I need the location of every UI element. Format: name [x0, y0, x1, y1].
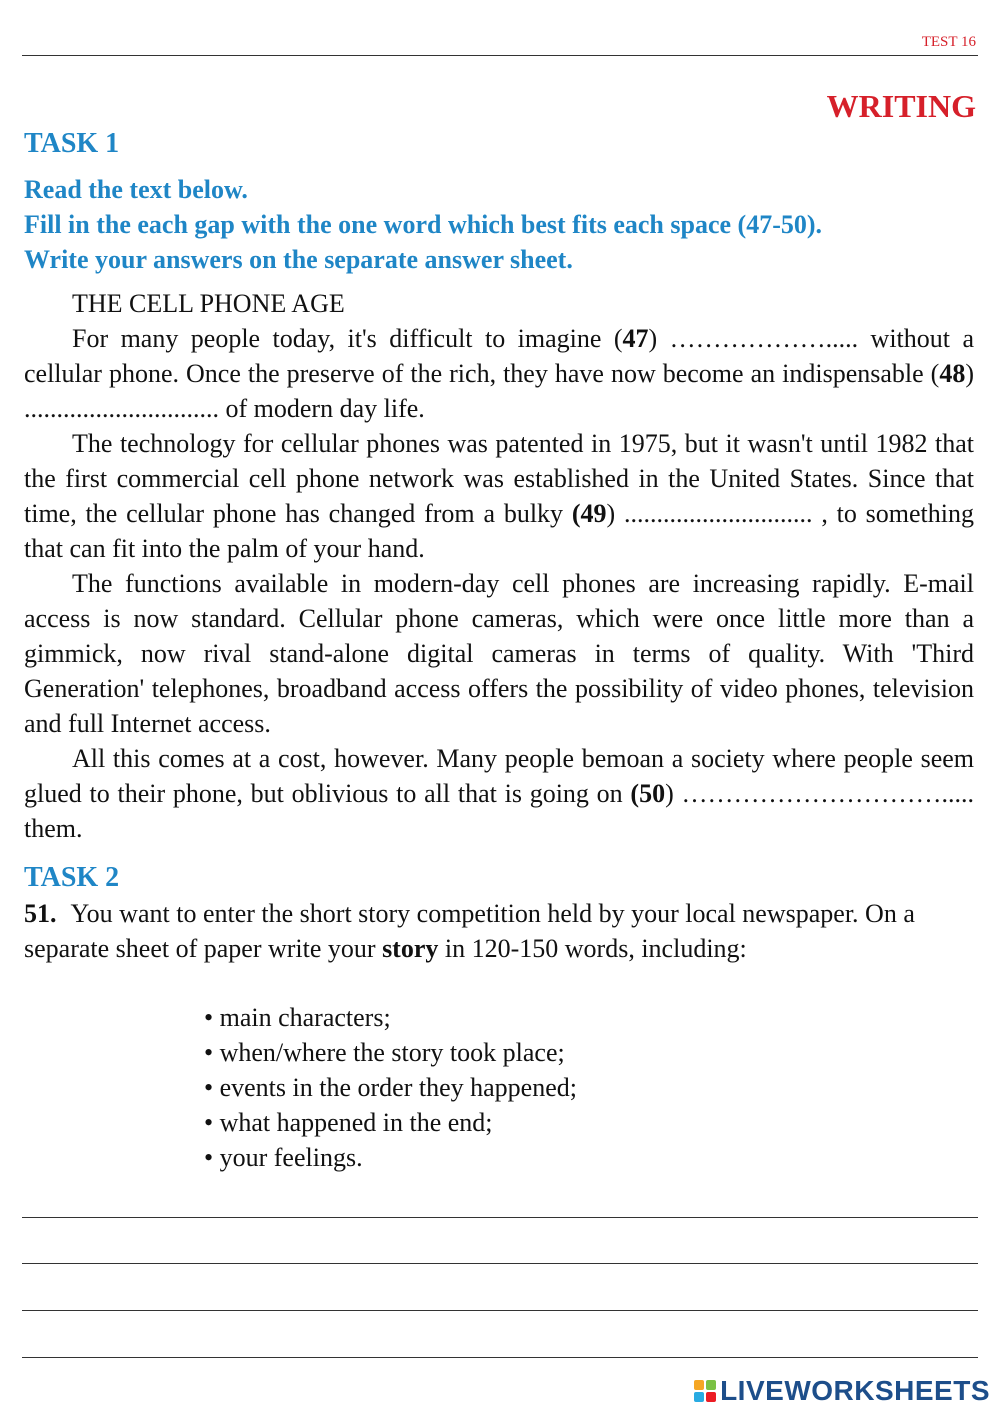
section-title: WRITING: [826, 88, 976, 124]
list-item: • events in the order they happened;: [204, 1073, 577, 1102]
writing-line: [22, 1217, 978, 1218]
list-item: • main characters;: [204, 1003, 391, 1032]
logo-square: [706, 1380, 716, 1390]
gap-number-49: (49: [571, 499, 607, 528]
writing-line: [22, 1357, 978, 1358]
liveworksheets-logo: [694, 1374, 990, 1408]
logo-text: LIVEWORKSHEETS: [720, 1375, 990, 1406]
text-span: ) …………………………..... them.: [24, 779, 974, 843]
emphasis-story: story: [382, 934, 439, 963]
test-label: TEST 16: [921, 34, 976, 50]
task2-title: TASK 2: [24, 862, 120, 893]
question-number: 51.: [24, 899, 57, 928]
logo-square: [694, 1392, 704, 1402]
text-span: For many people today, it's difficult to imagine (: [72, 324, 623, 353]
writing-line: [22, 1263, 978, 1264]
text-span: The technology for cellular phones was patented in 1975, but it wasn't until 1982 that the first commercial cell phone network was established in the United States. Since that time, the cellular phone has changed from a bulky: [24, 429, 974, 528]
gap-number-47: 47: [622, 324, 649, 353]
logo-square: [694, 1380, 704, 1390]
list-item: • what happened in the end;: [204, 1108, 493, 1137]
gap-number-48: 48: [939, 359, 966, 388]
instruction-line: Read the text below.: [24, 175, 248, 204]
list-item: • your feelings.: [204, 1143, 363, 1172]
text-span: ) ………………..... without a cellular phone. Once the preserve of the rich, they have now become an indispensable (: [24, 324, 974, 388]
task1-title: TASK 1: [24, 128, 120, 159]
passage-paragraph-1: [24, 321, 974, 426]
text-span: All this comes at a cost, however. Many people bemoan a society where people seem glued to their phone, but oblivious to all that is going on: [24, 744, 974, 808]
gap-number-50: (50: [630, 779, 666, 808]
instruction-line: Fill in the each gap with the one word which best fits each space (47-50).: [24, 210, 823, 239]
passage-paragraph-4: [24, 741, 974, 846]
text-span: You want to enter the short story competition held by your local newspaper. On a separate sheet of paper write your: [24, 899, 915, 963]
text-span: ) ............................. , to something that can fit into the palm of your hand.: [24, 499, 974, 563]
requirements-list: [204, 1000, 577, 1175]
header-divider: [22, 55, 978, 56]
passage-title: THE CELL PHONE AGE: [72, 289, 345, 318]
text-span: in 120-150 words, including:: [438, 934, 747, 963]
passage-paragraph-2: [24, 426, 974, 566]
list-item: • when/where the story took place;: [204, 1038, 565, 1067]
text-span: ) .............................. of modern day life.: [24, 359, 974, 423]
task2-prompt: [24, 896, 974, 966]
passage-paragraph-3: The functions available in modern-day cell phones are increasing rapidly. E-mail access is now standard. Cellular phone cameras, which were once little more than a gimmick, now rival stand-alone digital cameras in terms of quality. With 'Third Generation' telephones, broadband access offers the possibility of video phones, television and full Internet access.: [24, 569, 974, 738]
logo-square: [706, 1392, 716, 1402]
writing-line: [22, 1310, 978, 1311]
logo-icon: [694, 1380, 716, 1402]
task1-instructions: [24, 172, 984, 277]
instruction-line: Write your answers on the separate answer sheet.: [24, 245, 573, 274]
reading-passage: [24, 286, 974, 846]
